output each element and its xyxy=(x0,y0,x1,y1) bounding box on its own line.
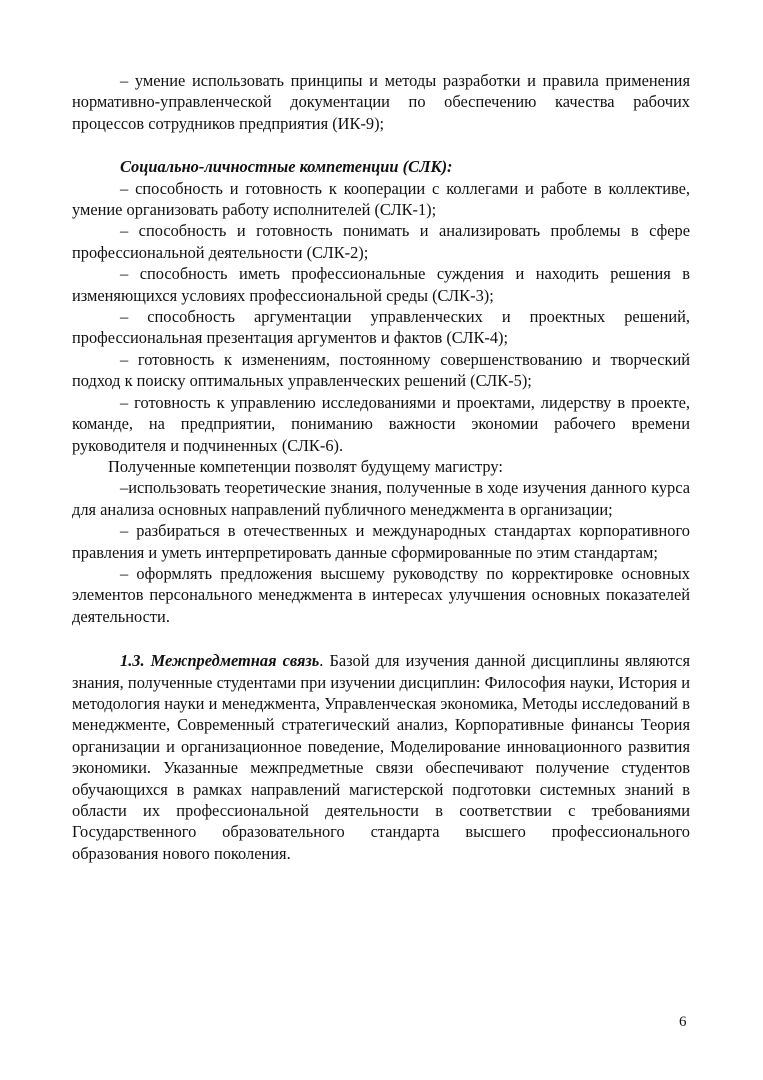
page-number: 6 xyxy=(679,1014,687,1030)
section-1-3-body: . Базой для изучения данной дисциплины являются знания, полученные студентами при изучении дисциплин: Философия науки, История и методология науки и менеджмента, Управленческая экономика, Методы исследований в менеджменте, Современный стратегический анализ, Корпоративные финансы Теория организации и организационное поведение, Моделирование инновационного развития экономики. Указанные межпредметные связи обеспечивают получение студентов обучающихся в рамках направлений магистерской подготовки системных знаний в области их профессиональной деятельности в соответствии с требованиями Государственного образовательного стандарта высшего профессионального образования нового поколения. xyxy=(72,651,690,863)
list-item-slk1: – способность и готовность к кооперации с коллегами и работе в коллективе, умение организовать работу исполнителей (СЛК-1); xyxy=(72,178,690,220)
section-1-3 xyxy=(72,650,690,864)
list-item-slk6: – готовность к управлению исследованиями и проектами, лидерству в проекте, команде, на предприятии, пониманию важности экономии рабочего времени руководителя и подчиненных (СЛК-6). xyxy=(72,392,690,455)
list-item-slk3: – способность иметь профессиональные суждения и находить решения в изменяющихся условиях профессиональной среды (СЛК-3); xyxy=(72,264,690,305)
document-page xyxy=(72,70,690,864)
outcome-item-3: – оформлять предложения высшему руководству по корректировке основных элементов персонального менеджмента в интересах улучшения основных показателей деятельности. xyxy=(72,563,690,626)
list-item-slk2: – способность и готовность понимать и анализировать проблемы в сфере профессиональной деятельности (СЛК-2); xyxy=(72,221,690,262)
paragraph-ik9: – умение использовать принципы и методы разработки и правила применения нормативно-управленческой документации по обеспечению качества рабочих процессов сотрудников предприятия (ИК-9); xyxy=(72,71,690,133)
outcomes-intro: Полученные компетенции позволят будущему магистру: xyxy=(108,456,503,476)
section-1-3-title: 1.3. Межпредметная связь xyxy=(120,651,320,671)
slk-heading: Социально-личностные компетенции (СЛК): xyxy=(120,157,453,177)
outcome-item-2: – разбираться в отечественных и международных стандартах корпоративного правления и уметь интерпретировать данные сформированные по этим стандартам; xyxy=(72,521,690,562)
list-item-slk4: – способность аргументации управленческих и проектных решений, профессиональная презентация аргументов и фактов (СЛК-4); xyxy=(72,307,690,348)
list-item-slk5: – готовность к изменениям, постоянному совершенствованию и творческий подход к поиску оптимальных управленческих решений (СЛК-5); xyxy=(72,349,690,391)
outcome-item-1: –использовать теоретические знания, полученные в ходе изучения данного курса для анализа основных направлений публичного менеджмента в организации; xyxy=(72,478,690,519)
